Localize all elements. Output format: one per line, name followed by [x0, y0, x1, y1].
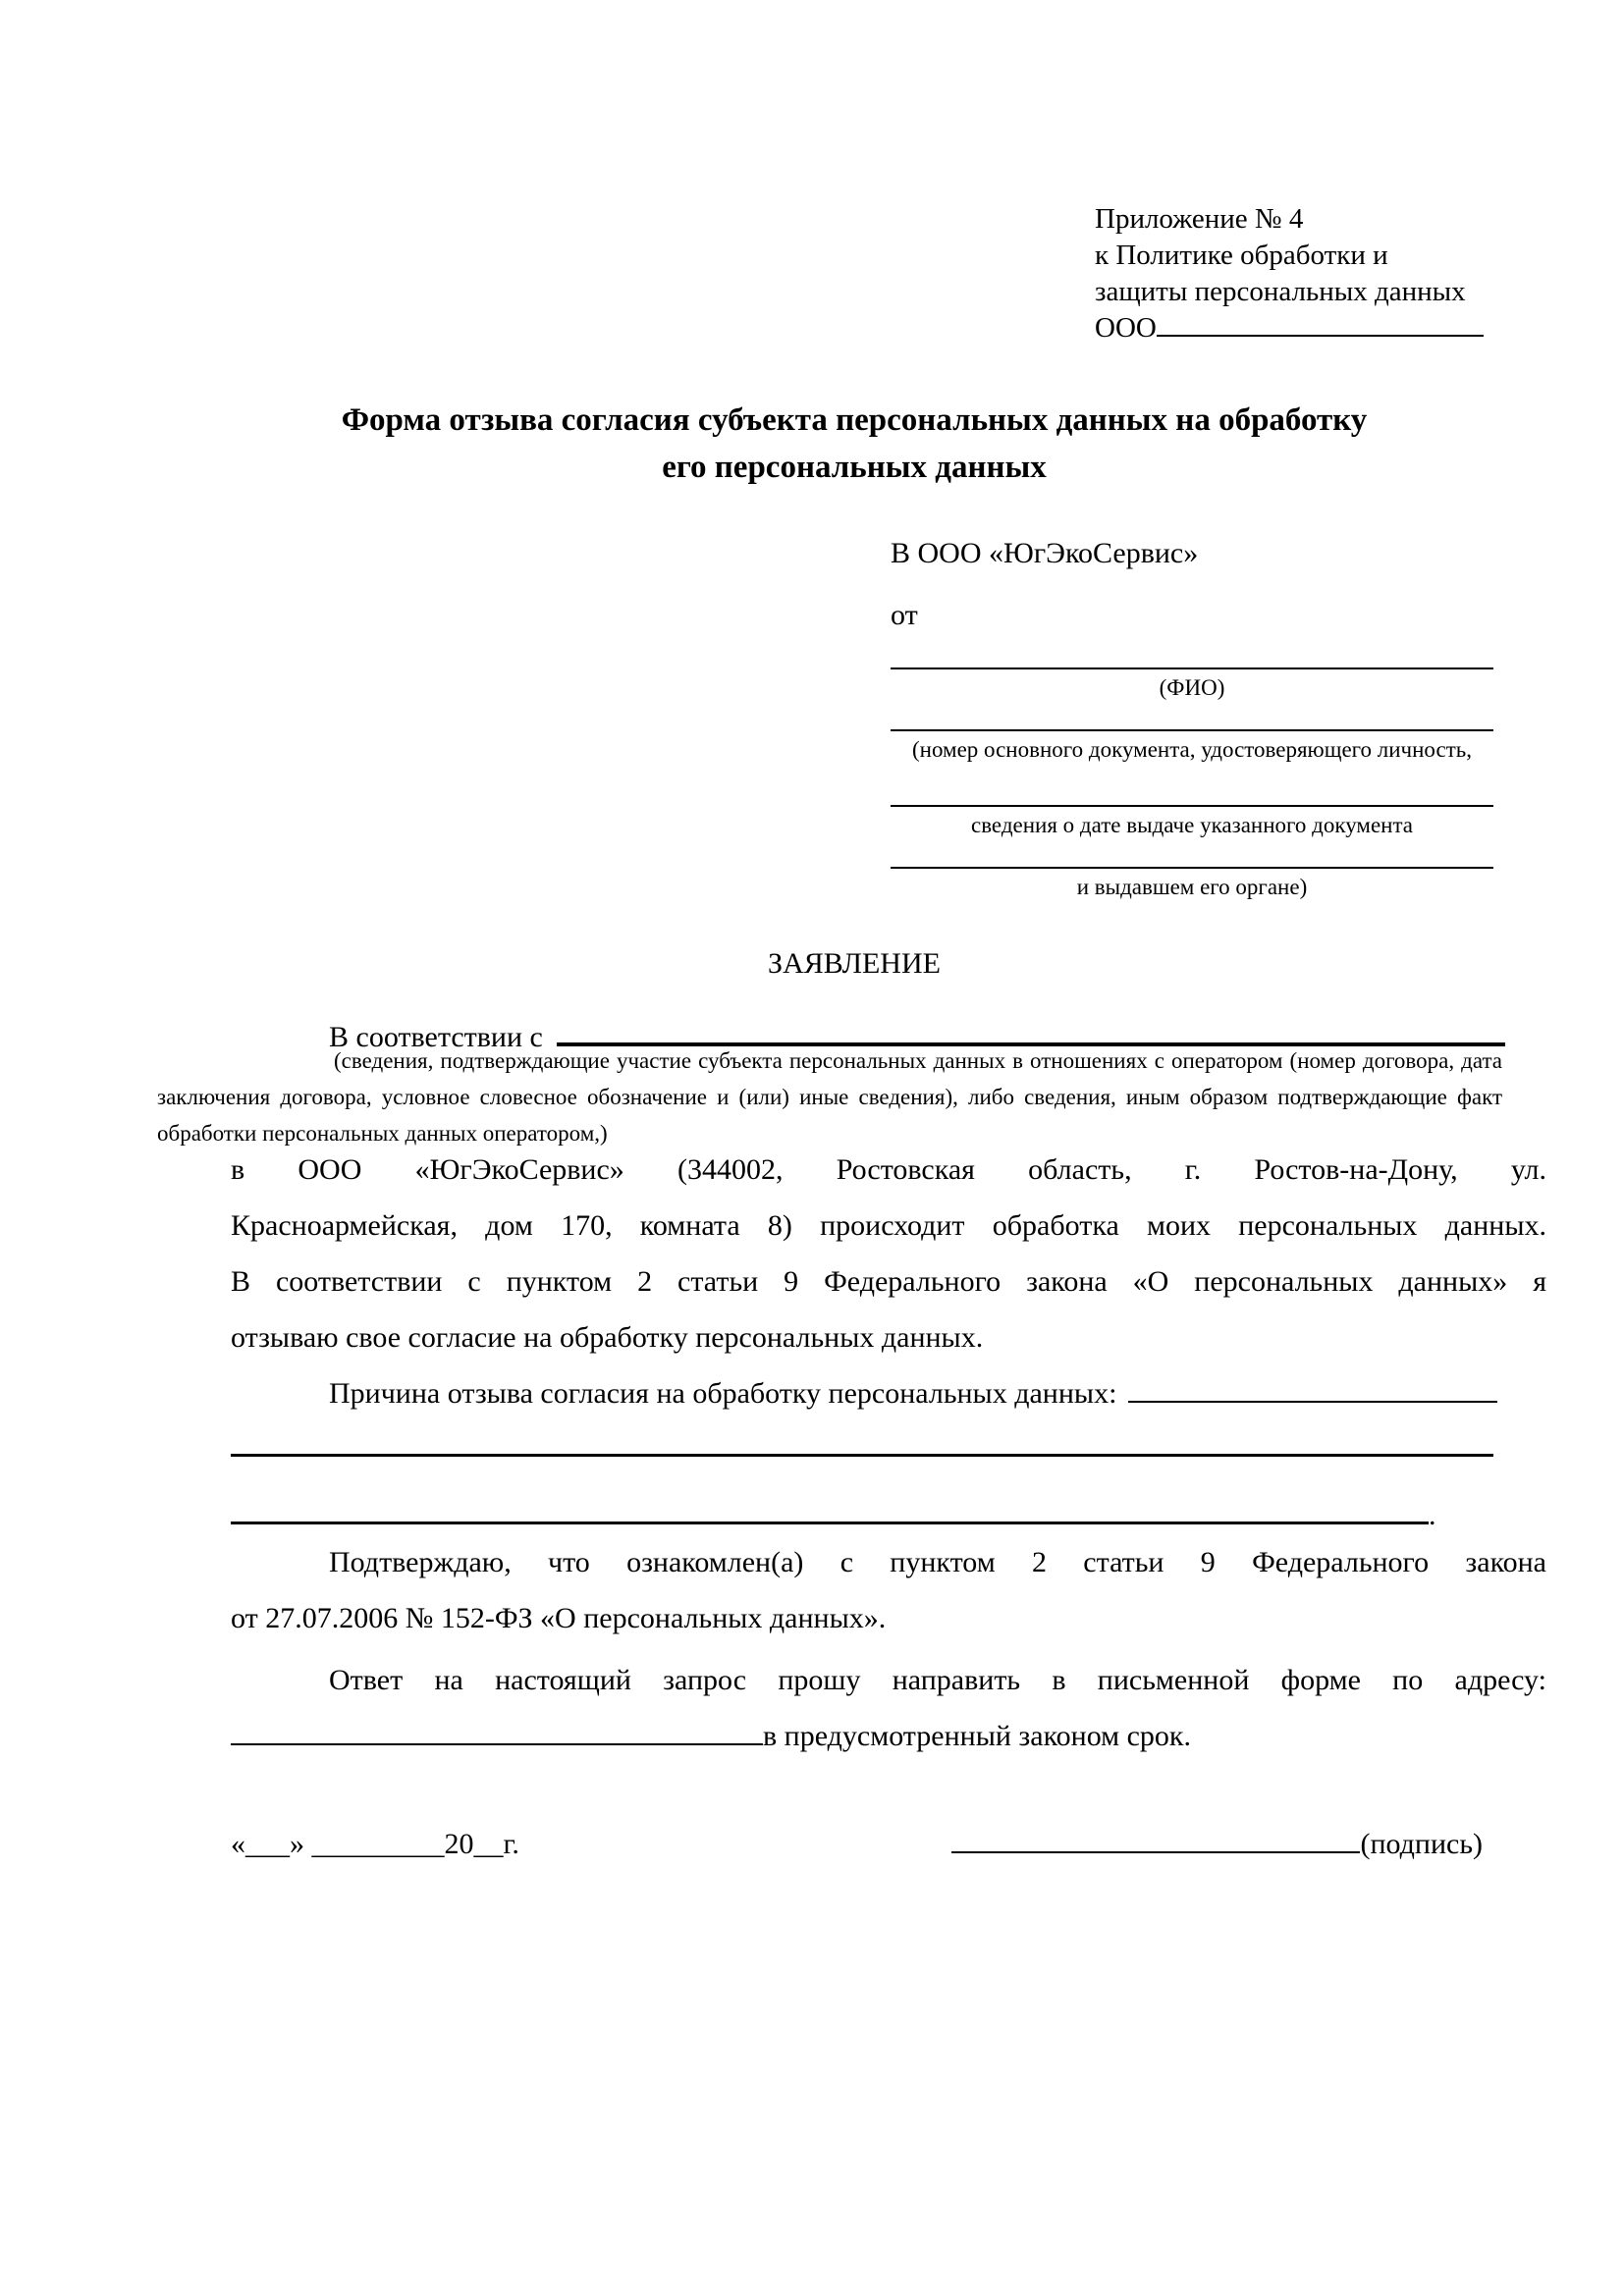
annex-line-2: к Политике обработки и	[1095, 240, 1388, 271]
addressee-organization: В ООО «ЮгЭкоСервис»	[891, 537, 1199, 569]
ooo-label: ООО	[1095, 312, 1157, 344]
addressee-from-label: от	[891, 599, 918, 631]
annex-line-3: защиты персональных данных	[1095, 276, 1466, 307]
footnote-line-1: (сведения, подтверждающие участие субъекта персональных данных в отношениях с оператором (номер договора, дата	[334, 1048, 1502, 1073]
reason-blank-line	[1128, 1401, 1497, 1403]
blank-line-2	[231, 1522, 1429, 1524]
confirm-paragraph	[231, 1534, 1546, 1646]
doc-number-blank-line	[891, 729, 1493, 731]
addressee-block	[891, 535, 1493, 928]
reply-address-blank-line	[231, 1743, 763, 1745]
reason-line	[231, 1365, 1546, 1421]
issuing-authority-caption: и выдавшем его органе)	[1076, 875, 1308, 899]
body-line-2: Красноармейская, дом 170, комната 8) происходит обработка моих персональных данных.	[231, 1209, 1546, 1242]
issuing-authority-blank-line	[891, 867, 1493, 869]
reply-prefix: Ответ на настоящий запрос прошу направить в письменной форме по адресу:	[329, 1664, 1546, 1696]
date-signature-row	[231, 1816, 1546, 1872]
annex-ooo-line	[1095, 310, 1527, 347]
signature-caption: (подпись)	[1360, 1828, 1483, 1860]
date-blank: «___» _________20__г.	[231, 1828, 519, 1860]
footnote	[157, 1042, 1502, 1151]
reply-line	[231, 1652, 1546, 1708]
doc-number-caption: (номер основного документа, удостоверяющего личность,	[911, 737, 1472, 762]
annex-block	[1095, 201, 1527, 347]
reply-address-row	[231, 1708, 1546, 1764]
confirm-line-2: от 27.07.2006 № 152-ФЗ «О персональных данных».	[231, 1602, 887, 1634]
ooo-blank-line	[1157, 335, 1484, 337]
body-line-1: в ООО «ЮгЭкоСервис» (344002, Ростовская область, г. Ростов-на-Дону, ул.	[231, 1153, 1546, 1186]
signature-block	[951, 1816, 1483, 1872]
form-title-line-2: его персональных данных	[662, 450, 1047, 485]
body-paragraph	[231, 1142, 1546, 1365]
body-line-3: В соответствии с пунктом 2 статьи 9 Федерального закона «О персональных данных» я	[231, 1265, 1546, 1298]
blank-line-period: .	[1429, 1499, 1436, 1531]
statement-heading: ЗАЯВЛЕНИЕ	[768, 947, 941, 980]
fio-blank-line	[891, 667, 1493, 669]
signature-blank-line	[951, 1851, 1360, 1853]
blank-line-1	[231, 1454, 1493, 1457]
footnote-line-2: заключения договора, условное словесное обозначение и (или) иные сведения), либо сведения, иным образом подтверждающие факт	[157, 1085, 1502, 1109]
form-title	[162, 397, 1546, 491]
reason-prefix: Причина отзыва согласия на обработку персональных данных:	[329, 1377, 1117, 1410]
confirm-line-1: Подтверждаю, что ознакомлен(а) с пунктом 2 статьи 9 Федерального закона	[329, 1546, 1546, 1578]
form-title-line-1: Форма отзыва согласия субъекта персональных данных на обработку	[341, 402, 1368, 438]
issue-date-caption: сведения о дате выдаче указанного документа	[970, 813, 1414, 837]
reply-suffix: в предусмотренный законом срок.	[763, 1720, 1191, 1752]
footnote-line-3: обработки персональных данных оператором,)	[157, 1121, 608, 1146]
issue-date-blank-line	[891, 805, 1493, 807]
body-line-4: отзываю свое согласие на обработку персональных данных.	[231, 1321, 984, 1354]
annex-line-1: Приложение № 4	[1095, 203, 1304, 235]
fio-caption: (ФИО)	[1159, 675, 1225, 700]
intro-prefix: В соответствии с	[329, 1021, 543, 1053]
